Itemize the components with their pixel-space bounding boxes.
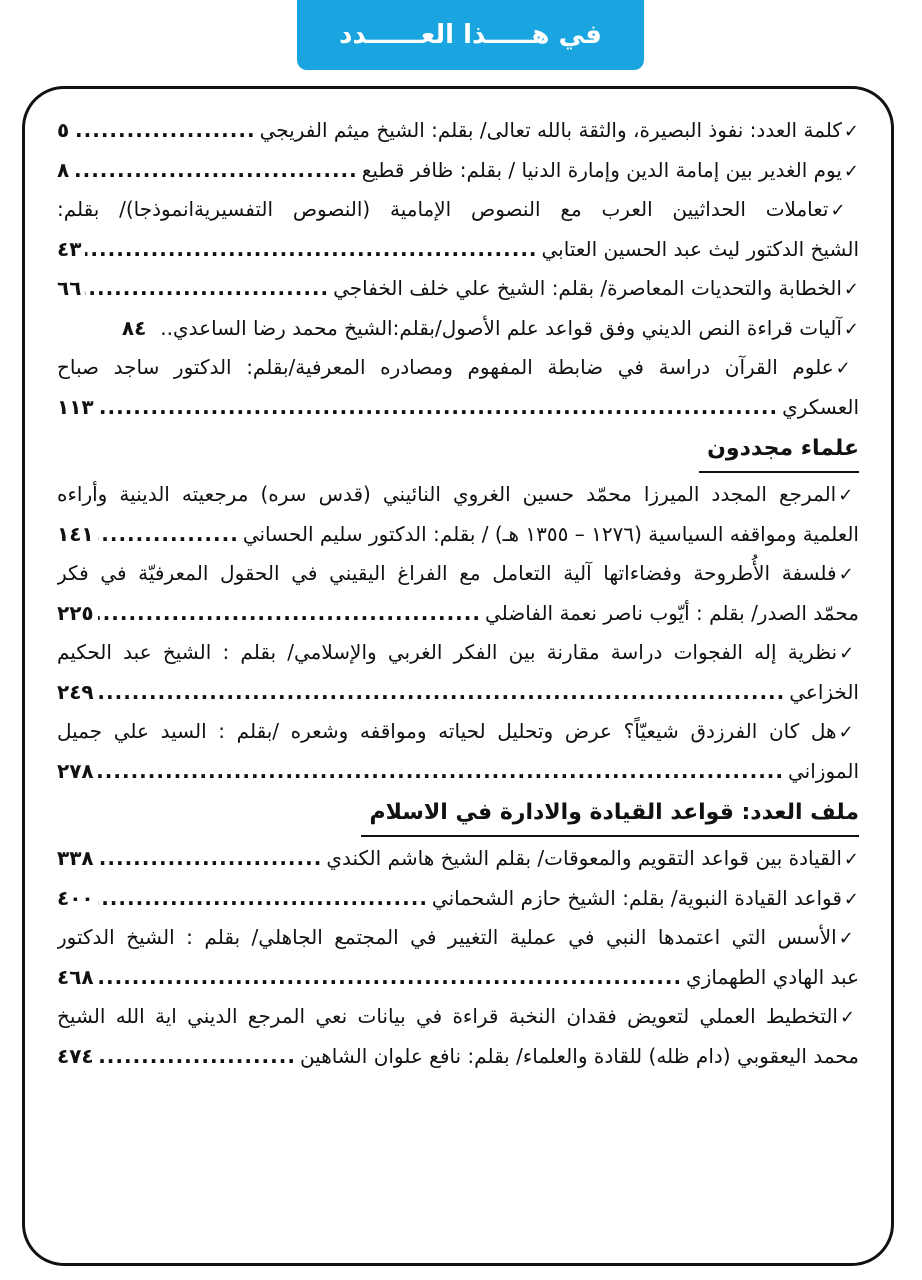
toc-entry[interactable] <box>57 348 859 427</box>
issue-contents-title-tab <box>297 0 644 70</box>
toc-entry-line <box>57 918 859 958</box>
toc-entry[interactable] <box>57 918 859 997</box>
toc-entry-title: التخطيط العملي لتعويض فقدان النخبة قراءة في بيانات نعي المرجع الديني اية الله الشيخ <box>57 1004 838 1028</box>
checkmark-icon: ✓ <box>843 849 859 870</box>
toc-entry-line <box>57 111 859 151</box>
dot-leader <box>98 879 428 919</box>
toc-entry-title: الخزاعي <box>789 679 859 704</box>
toc-page-number: ٦٦ <box>57 276 82 300</box>
toc-entry[interactable] <box>57 997 859 1076</box>
toc-entry-line <box>57 348 859 388</box>
toc-page-number: ٨٤ <box>121 315 147 340</box>
toc-entry-line <box>57 752 859 792</box>
section-heading: ملف العدد: قواعد القيادة والادارة في الاسلام <box>361 793 859 837</box>
toc-entry-title: عبد الهادي الطهمازي <box>686 964 859 989</box>
toc-entry[interactable] <box>57 475 859 554</box>
toc-entry-line <box>57 388 859 428</box>
checkmark-icon: ✓ <box>843 888 859 910</box>
checkmark-icon: ✓ <box>843 160 859 182</box>
checkmark-icon: ✓ <box>835 358 859 379</box>
checkmark-icon: ✓ <box>838 485 859 506</box>
toc-page-number: ٢٧٨ <box>57 758 94 783</box>
checkmark-icon: ✓ <box>843 318 859 340</box>
toc-entry-title: علوم القرآن دراسة في ضابطة المفهوم ومصادره المعرفية/بقلم: الدكتور ساجد صباح <box>57 355 834 379</box>
toc-page-number: ٤٣ <box>57 236 82 261</box>
toc-entry-line <box>57 958 859 998</box>
toc-entry-title: كلمة العدد: نفوذ البصيرة، والثقة بالله تعالى/ بقلم: الشيخ ميثم الفريجي <box>259 118 842 142</box>
toc-entry-title: القيادة بين قواعد التقويم والمعوقات/ بقلم الشيخ هاشم الكندي <box>326 846 842 870</box>
section-heading-row <box>57 791 859 839</box>
toc-entry-line <box>57 475 859 515</box>
toc-entry-title: نظرية إله الفجوات دراسة مقارنة بين الفكر الغربي والإسلامي/ بقلم : الشيخ عبد الحكيم <box>57 640 838 664</box>
toc-entry-line <box>57 594 859 634</box>
checkmark-icon: ✓ <box>838 564 859 585</box>
toc-entry-title: الأسس التي اعتمدها النبي في عملية التغيير في المجتمع الجاهلي/ بقلم : الشيخ الدكتور <box>57 925 837 949</box>
toc-entry-line <box>57 190 859 230</box>
dot-leader <box>98 958 682 998</box>
toc-entry-title: محمد اليعقوبي (دام ظله) للقادة والعلماء/ بقلم: نافع علوان الشاهين <box>299 1043 859 1068</box>
toc-entry-line <box>57 554 859 594</box>
toc-entry-line <box>57 839 859 879</box>
toc-entry[interactable] <box>57 712 859 791</box>
toc-entry-title: الموزاني <box>788 758 859 783</box>
toc-entry-line <box>57 269 859 309</box>
toc-entry-title: المرجع المجدد الميرزا محمّد حسين الغروي النائيني (قدس سره) مرجعيته الدينية وأراءه <box>57 482 837 506</box>
toc-entry-title: قواعد القيادة النبوية/ بقلم: الشيخ حازم الشحماني <box>431 885 842 910</box>
toc-entry-title: العلمية ومواقفه السياسية (١٢٧٦ – ١٣٥٥ هـ) / بقلم: الدكتور سليم الحساني <box>242 521 859 546</box>
toc-entry-line <box>57 997 859 1037</box>
toc-entry-line <box>57 879 859 919</box>
toc-entry[interactable] <box>57 554 859 633</box>
toc-entry-line <box>57 515 859 555</box>
toc-entry-line <box>57 633 859 673</box>
toc-entry[interactable] <box>57 879 859 919</box>
toc-entry[interactable] <box>57 269 859 309</box>
toc-entry[interactable] <box>57 151 859 191</box>
toc-entry-line <box>57 230 859 270</box>
toc-page-number: ٤٠٠ <box>57 885 94 910</box>
dot-leader <box>85 269 329 309</box>
checkmark-icon: ✓ <box>838 928 859 949</box>
toc-page-number: ٣٣٨ <box>57 846 94 870</box>
toc-entry-title: تعاملات الحداثيين العرب مع النصوص الإمامية (النصوص التفسيريةانموذجا)/ بقلم: <box>57 197 829 221</box>
toc-entry-title: الشيخ الدكتور ليث عبد الحسين العتابي <box>541 236 859 261</box>
toc-entry[interactable] <box>57 839 859 879</box>
toc-entry-line <box>57 309 859 349</box>
toc-page-number: ٨ <box>57 157 70 182</box>
toc-entry[interactable] <box>57 633 859 712</box>
dot-leader <box>73 151 358 191</box>
dot-leader <box>98 1037 296 1077</box>
contents-frame <box>22 86 894 1266</box>
toc-page-number: ١١٣ <box>57 394 94 419</box>
dot-leader <box>98 594 481 634</box>
toc-entry[interactable] <box>57 190 859 269</box>
toc-page-number: ٥ <box>57 118 70 142</box>
issue-contents-title: في هـــــذا العــــــدد <box>339 20 602 50</box>
toc-entry-line <box>57 151 859 191</box>
toc-page-number: ٢٤٩ <box>57 679 94 704</box>
toc-entry-line <box>57 673 859 713</box>
toc-page-number: ١٤١ <box>57 521 94 546</box>
section-heading: علماء مجددون <box>699 429 859 473</box>
toc-page-number: ٤٦٨ <box>57 964 94 989</box>
dot-leader <box>73 111 255 151</box>
dot-leader <box>98 752 784 792</box>
toc-entry[interactable] <box>57 309 859 349</box>
toc-entry[interactable] <box>57 111 859 151</box>
dot-leader <box>98 515 239 555</box>
toc-entry-line <box>57 712 859 752</box>
checkmark-icon: ✓ <box>838 722 859 743</box>
toc-entry-title: محمّد الصدر/ بقلم : أيّوب ناصر نعمة الفاضلي <box>484 600 859 625</box>
dot-leader <box>98 673 786 713</box>
dot-leader <box>85 230 537 270</box>
toc-entry-title: آليات قراءة النص الديني وفق قواعد علم الأصول/بقلم:الشيخ محمد رضا الساعدي.. <box>160 315 842 340</box>
toc-entry-title: فلسفة الأُطروحة وفضاءاتها آلية التعامل مع الفراغ اليقيني في الحقول المعرفيّة في فكر <box>57 561 837 585</box>
checkmark-icon: ✓ <box>840 1007 859 1028</box>
toc-entry-title: يوم الغدير بين إمامة الدين وإمارة الدنيا / بقلم: ظافر قطيع <box>361 157 842 182</box>
toc-page-number: ٢٢٥ <box>57 600 94 625</box>
toc-entry-line <box>57 1037 859 1077</box>
toc-entry-title: هل كان الفرزدق شيعيّاً؟ عرض وتحليل لحياته ومواقفه وشعره /بقلم : السيد علي جميل <box>57 719 837 743</box>
toc-page-number: ٤٧٤ <box>57 1043 94 1068</box>
toc-entry-title: الخطابة والتحديات المعاصرة/ بقلم: الشيخ علي خلف الخفاجي <box>333 276 842 300</box>
section-heading-row <box>57 427 859 475</box>
checkmark-icon: ✓ <box>839 643 859 664</box>
dot-leader <box>98 388 779 428</box>
dot-leader <box>98 839 323 879</box>
checkmark-icon: ✓ <box>843 121 859 142</box>
toc-entry-title: العسكري <box>782 394 859 419</box>
checkmark-icon: ✓ <box>830 200 859 221</box>
checkmark-icon: ✓ <box>843 279 859 300</box>
